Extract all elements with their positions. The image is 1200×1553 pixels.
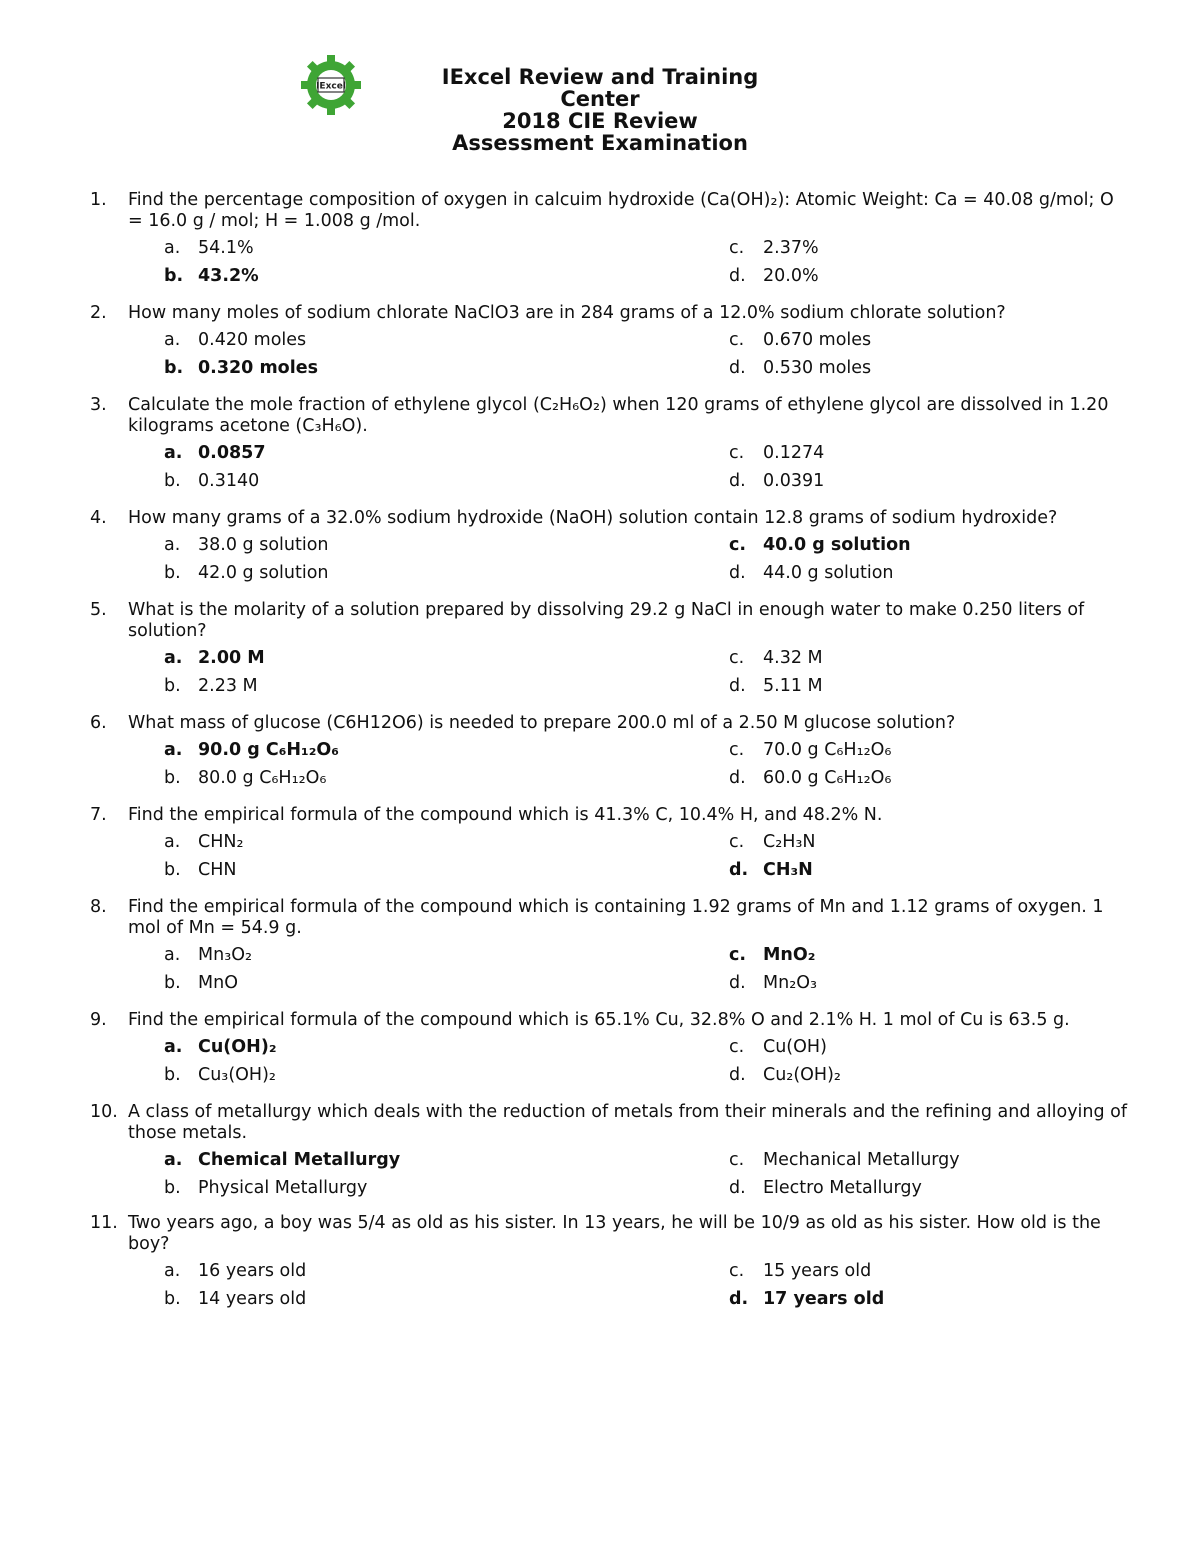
question-item bbox=[90, 1102, 1130, 1199]
question-text: What mass of glucose (C6H12O6) is needed to prepare 200.0 ml of a 2.50 M glucose solution? bbox=[128, 713, 956, 733]
choice-text: 0.1274 bbox=[763, 443, 825, 463]
choice-text: 0.670 moles bbox=[763, 330, 872, 350]
answer-choice bbox=[164, 1064, 729, 1086]
answer-choices bbox=[164, 944, 1130, 994]
answer-choice bbox=[729, 265, 1129, 287]
answer-choice-correct bbox=[164, 265, 729, 287]
answer-choice-correct bbox=[164, 647, 729, 669]
answer-choices bbox=[164, 647, 1130, 697]
iexcel-gear-logo bbox=[300, 54, 362, 116]
question-text: A class of metallurgy which deals with the reduction of metals from their minerals and the refining and alloying of those metals. bbox=[128, 1102, 1128, 1143]
answer-choice bbox=[164, 767, 729, 789]
choice-text: Cu₂(OH)₂ bbox=[763, 1065, 841, 1085]
choice-letter: b. bbox=[164, 471, 181, 491]
choice-text: CH₃N bbox=[763, 860, 813, 880]
answer-choices bbox=[164, 739, 1130, 789]
answer-choice bbox=[164, 675, 729, 697]
answer-choice bbox=[729, 972, 1129, 994]
choice-text: Chemical Metallurgy bbox=[198, 1150, 401, 1170]
choice-text: 60.0 g C₆H₁₂O₆ bbox=[763, 768, 892, 788]
question-item bbox=[90, 190, 1130, 287]
question-item bbox=[90, 1010, 1130, 1086]
choice-text: 16 years old bbox=[198, 1261, 307, 1281]
question-number: 9. bbox=[90, 1010, 107, 1030]
choice-letter: d. bbox=[729, 1289, 749, 1309]
choice-text: MnO₂ bbox=[763, 945, 816, 965]
review-name: 2018 CIE Review bbox=[502, 109, 698, 133]
exam-title: Assessment Examination bbox=[452, 131, 748, 155]
question-number: 10. bbox=[90, 1102, 118, 1122]
question-list bbox=[90, 190, 1130, 1310]
choice-letter: d. bbox=[729, 1178, 746, 1198]
question-item bbox=[90, 1213, 1130, 1310]
choice-text: 70.0 g C₆H₁₂O₆ bbox=[763, 740, 892, 760]
svg-text:IExcel: IExcel bbox=[316, 81, 346, 92]
choice-text: Physical Metallurgy bbox=[198, 1178, 368, 1198]
answer-choices bbox=[164, 1149, 1130, 1199]
answer-choice bbox=[164, 944, 729, 966]
answer-choices bbox=[164, 534, 1130, 584]
question-item bbox=[90, 303, 1130, 379]
answer-choice bbox=[164, 329, 729, 351]
question-text: Find the empirical formula of the compound which is 41.3% C, 10.4% H, and 48.2% N. bbox=[128, 805, 883, 825]
choice-text: 5.11 M bbox=[763, 676, 823, 696]
question-text: Find the percentage composition of oxygen in calcuim hydroxide (Ca(OH)₂): Atomic Weight: Ca = 40.08 g/mol; O = 16.0 g / mol; H = 1.008 g /mol. bbox=[128, 190, 1114, 231]
choice-text: 4.32 M bbox=[763, 648, 823, 668]
answer-choice bbox=[729, 1260, 1129, 1282]
choice-letter: d. bbox=[729, 973, 746, 993]
answer-choices bbox=[164, 237, 1130, 287]
question-text: Find the empirical formula of the compound which is containing 1.92 grams of Mn and 1.12 grams of oxygen. 1 mol of Mn = 54.9 g. bbox=[128, 897, 1104, 938]
answer-choice bbox=[729, 1064, 1129, 1086]
center-name: IExcel Review and Training Center bbox=[441, 65, 759, 111]
choice-letter: c. bbox=[729, 740, 745, 760]
question-number: 11. bbox=[90, 1213, 118, 1233]
answer-choices bbox=[164, 442, 1130, 492]
choice-letter: b. bbox=[164, 266, 184, 286]
choice-letter: d. bbox=[729, 563, 746, 583]
question-item bbox=[90, 897, 1130, 994]
choice-letter: c. bbox=[729, 648, 745, 668]
choice-letter: c. bbox=[729, 832, 745, 852]
choice-text: 43.2% bbox=[198, 266, 259, 286]
choice-letter: b. bbox=[164, 860, 181, 880]
answer-choice bbox=[164, 562, 729, 584]
question-number: 1. bbox=[90, 190, 107, 210]
choice-letter: a. bbox=[164, 945, 181, 965]
question-item bbox=[90, 395, 1130, 492]
answer-choice bbox=[164, 470, 729, 492]
question-text: Calculate the mole fraction of ethylene glycol (C₂H₆O₂) when 120 grams of ethylene glycol are dissolved in 1.20 kilograms acetone (C₃H₆O). bbox=[128, 395, 1109, 436]
choice-text: 54.1% bbox=[198, 238, 254, 258]
answer-choice-correct bbox=[164, 1036, 729, 1058]
question-text: Two years ago, a boy was 5/4 as old as his sister. In 13 years, he will be 10/9 as old as his sister. How old is the boy? bbox=[128, 1213, 1101, 1254]
answer-choice bbox=[164, 831, 729, 853]
answer-choice bbox=[729, 1177, 1129, 1199]
question-number: 7. bbox=[90, 805, 107, 825]
answer-choice bbox=[164, 972, 729, 994]
choice-text: Mn₃O₂ bbox=[198, 945, 252, 965]
question-number: 4. bbox=[90, 508, 107, 528]
choice-letter: c. bbox=[729, 330, 745, 350]
choice-text: 44.0 g solution bbox=[763, 563, 894, 583]
question-item bbox=[90, 713, 1130, 789]
answer-choice bbox=[729, 767, 1129, 789]
question-text: Find the empirical formula of the compound which is 65.1% Cu, 32.8% O and 2.1% H. 1 mol of Cu is 63.5 g. bbox=[128, 1010, 1070, 1030]
choice-letter: a. bbox=[164, 535, 181, 555]
answer-choice bbox=[729, 831, 1129, 853]
choice-text: 2.23 M bbox=[198, 676, 258, 696]
answer-choices bbox=[164, 1036, 1130, 1086]
answer-choices bbox=[164, 329, 1130, 379]
question-number: 8. bbox=[90, 897, 107, 917]
choice-text: 0.320 moles bbox=[198, 358, 318, 378]
answer-choice-correct bbox=[164, 739, 729, 761]
answer-choice bbox=[729, 647, 1129, 669]
choice-letter: a. bbox=[164, 648, 183, 668]
choice-text: 40.0 g solution bbox=[763, 535, 911, 555]
choice-letter: d. bbox=[729, 471, 746, 491]
answer-choice-correct bbox=[729, 1288, 1129, 1310]
choice-letter: b. bbox=[164, 563, 181, 583]
choice-text: Cu(OH)₂ bbox=[198, 1037, 277, 1057]
question-text: How many moles of sodium chlorate NaClO3 are in 284 grams of a 12.0% sodium chlorate solution? bbox=[128, 303, 1006, 323]
question-text: What is the molarity of a solution prepared by dissolving 29.2 g NaCl in enough water to make 0.250 liters of solution? bbox=[128, 600, 1085, 641]
answer-choice bbox=[164, 859, 729, 881]
choice-letter: d. bbox=[729, 676, 746, 696]
choice-text: 42.0 g solution bbox=[198, 563, 329, 583]
choice-letter: a. bbox=[164, 443, 183, 463]
choice-letter: b. bbox=[164, 768, 181, 788]
answer-choice bbox=[729, 470, 1129, 492]
choice-text: 80.0 g C₆H₁₂O₆ bbox=[198, 768, 327, 788]
answer-choice bbox=[729, 442, 1129, 464]
question-number: 6. bbox=[90, 713, 107, 733]
question-number: 5. bbox=[90, 600, 107, 620]
choice-letter: c. bbox=[729, 1150, 745, 1170]
question-number: 3. bbox=[90, 395, 107, 415]
answer-choice bbox=[164, 1177, 729, 1199]
choice-letter: b. bbox=[164, 1289, 181, 1309]
choice-letter: c. bbox=[729, 535, 747, 555]
question-text: How many grams of a 32.0% sodium hydroxide (NaOH) solution contain 12.8 grams of sodium hydroxide? bbox=[128, 508, 1058, 528]
choice-text: Cu(OH) bbox=[763, 1037, 827, 1057]
question-item bbox=[90, 600, 1130, 697]
answer-choice-correct bbox=[729, 534, 1129, 556]
answer-choice-correct bbox=[164, 442, 729, 464]
question-item bbox=[90, 508, 1130, 584]
choice-letter: d. bbox=[729, 860, 749, 880]
choice-text: 2.37% bbox=[763, 238, 819, 258]
choice-text: CHN bbox=[198, 860, 237, 880]
answer-choice bbox=[729, 1149, 1129, 1171]
question-number: 2. bbox=[90, 303, 107, 323]
choice-letter: d. bbox=[729, 358, 746, 378]
choice-letter: b. bbox=[164, 1178, 181, 1198]
answer-choices bbox=[164, 831, 1130, 881]
answer-choice-correct bbox=[164, 1149, 729, 1171]
choice-letter: a. bbox=[164, 832, 181, 852]
answer-choice bbox=[729, 675, 1129, 697]
choice-letter: b. bbox=[164, 676, 181, 696]
answer-choice bbox=[729, 329, 1129, 351]
choice-text: 20.0% bbox=[763, 266, 819, 286]
answer-choice-correct bbox=[729, 944, 1129, 966]
choice-text: 0.420 moles bbox=[198, 330, 307, 350]
page-header bbox=[0, 0, 1200, 160]
choice-letter: a. bbox=[164, 238, 181, 258]
choice-text: 2.00 M bbox=[198, 648, 265, 668]
choice-letter: b. bbox=[164, 973, 181, 993]
answer-choice bbox=[164, 534, 729, 556]
choice-text: C₂H₃N bbox=[763, 832, 816, 852]
choice-text: 0.530 moles bbox=[763, 358, 872, 378]
choice-text: MnO bbox=[198, 973, 238, 993]
answer-choice-correct bbox=[729, 859, 1129, 881]
choice-letter: a. bbox=[164, 1261, 181, 1281]
choice-text: CHN₂ bbox=[198, 832, 244, 852]
answer-choice-correct bbox=[164, 357, 729, 379]
header-titles bbox=[400, 66, 800, 154]
choice-text: Mn₂O₃ bbox=[763, 973, 817, 993]
choice-letter: a. bbox=[164, 740, 183, 760]
answer-choice bbox=[729, 562, 1129, 584]
choice-letter: d. bbox=[729, 768, 746, 788]
answer-choice bbox=[164, 237, 729, 259]
choice-text: 90.0 g C₆H₁₂O₆ bbox=[198, 740, 339, 760]
choice-letter: c. bbox=[729, 443, 745, 463]
choice-text: Electro Metallurgy bbox=[763, 1178, 922, 1198]
answer-choice bbox=[729, 739, 1129, 761]
choice-letter: a. bbox=[164, 330, 181, 350]
choice-text: 0.0857 bbox=[198, 443, 266, 463]
choice-letter: c. bbox=[729, 1261, 745, 1281]
choice-text: 15 years old bbox=[763, 1261, 872, 1281]
answer-choice bbox=[164, 1260, 729, 1282]
choice-text: 38.0 g solution bbox=[198, 535, 329, 555]
answer-choice bbox=[729, 357, 1129, 379]
choice-letter: b. bbox=[164, 358, 184, 378]
choice-text: Cu₃(OH)₂ bbox=[198, 1065, 276, 1085]
choice-letter: c. bbox=[729, 1037, 745, 1057]
choice-text: 0.0391 bbox=[763, 471, 825, 491]
choice-letter: c. bbox=[729, 945, 747, 965]
choice-text: 17 years old bbox=[763, 1289, 885, 1309]
answer-choice bbox=[729, 237, 1129, 259]
answer-choice bbox=[729, 1036, 1129, 1058]
choice-letter: b. bbox=[164, 1065, 181, 1085]
choice-letter: c. bbox=[729, 238, 745, 258]
answer-choice bbox=[164, 1288, 729, 1310]
choice-text: 0.3140 bbox=[198, 471, 260, 491]
choice-letter: a. bbox=[164, 1150, 183, 1170]
choice-letter: d. bbox=[729, 266, 746, 286]
question-item bbox=[90, 805, 1130, 881]
choice-letter: a. bbox=[164, 1037, 183, 1057]
choice-text: 14 years old bbox=[198, 1289, 307, 1309]
choice-text: Mechanical Metallurgy bbox=[763, 1150, 960, 1170]
answer-choices bbox=[164, 1260, 1130, 1310]
choice-letter: d. bbox=[729, 1065, 746, 1085]
